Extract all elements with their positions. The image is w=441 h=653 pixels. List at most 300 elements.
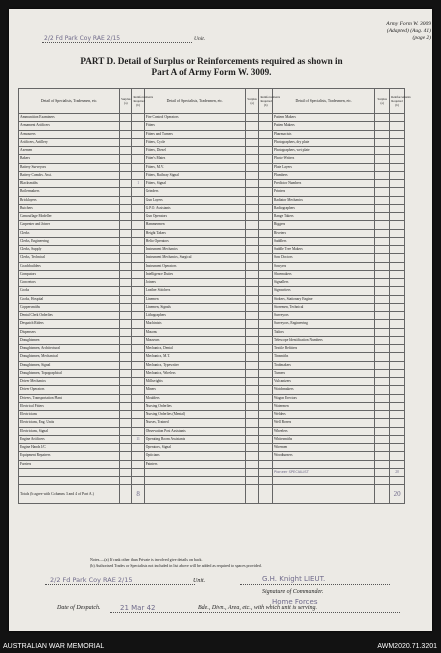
table-row [19, 122, 405, 130]
reinforcement-cell [259, 138, 273, 146]
reinforcement-cell [390, 254, 405, 262]
specialist-name: Intelligence Duties [144, 270, 245, 278]
reinforcement-cell [390, 369, 405, 377]
surplus-cell [120, 196, 132, 204]
specialist-name: Despatch Riders [19, 320, 120, 328]
surplus-cell [375, 419, 390, 427]
table-row [19, 312, 405, 320]
surplus-cell [120, 419, 132, 427]
surplus-cell [245, 246, 259, 254]
specialist-name: Draughtsmen, Topographical [19, 369, 120, 377]
surplus-cell [245, 171, 259, 179]
specialist-name: Photographers, dry plate [273, 138, 375, 146]
reinforcement-cell [259, 254, 273, 262]
reinforcement-cell [259, 213, 273, 221]
specialist-name: Blacksmiths [19, 180, 120, 188]
specialist-name: Photo-Writers [273, 155, 375, 163]
reinforcement-cell [259, 180, 273, 188]
table-row [19, 460, 405, 468]
surplus-total [245, 485, 259, 504]
reinforcement-cell [390, 295, 405, 303]
specialist-name: Vulcanizers [273, 378, 375, 386]
surplus-cell [120, 246, 132, 254]
surplus-cell [120, 435, 132, 443]
specialist-name: Telescope Identification Numbers [273, 336, 375, 344]
surplus-cell [375, 180, 390, 188]
table-row [19, 353, 405, 361]
specialist-name: Bricklayers [19, 196, 120, 204]
specialist-name: Tinsmiths [273, 353, 375, 361]
specialist-name: Cooks, Hospital [19, 295, 120, 303]
specialist-name: Fire Control Operators [144, 114, 245, 122]
specialist-name: Gun Operators [144, 213, 245, 221]
reinforcement-cell [390, 114, 405, 122]
table-row [19, 369, 405, 377]
table-row [19, 204, 405, 212]
surplus-cell [245, 204, 259, 212]
specialist-name: Linemen, Signals [144, 303, 245, 311]
table-row [19, 336, 405, 344]
specialist-name: Painters [144, 460, 245, 468]
col1-surplus-header: Surplus (a) [120, 89, 132, 114]
surplus-cell [375, 279, 390, 287]
reinforcement-cell [390, 130, 405, 138]
reinforcement-cell [132, 163, 144, 171]
reinforcement-cell [259, 444, 273, 452]
specialist-name: Printers [273, 188, 375, 196]
surplus-cell [375, 254, 390, 262]
specialist-name: Dental Clerk Orderlies [19, 312, 120, 320]
surplus-cell [245, 221, 259, 229]
reinforcement-cell [390, 204, 405, 212]
reinforcement-cell [132, 386, 144, 394]
reinf-total-col1: 8 [132, 485, 144, 504]
specialist-name: Ammunition Examiners [19, 114, 120, 122]
table-row [19, 130, 405, 138]
specialist-name: Fitters, Railway Signal [144, 171, 245, 179]
specialist-name: Masseurs [144, 336, 245, 344]
col3-header: Detail of Specialists, Tradesmen, etc. [273, 89, 375, 114]
unit-sign-line [45, 584, 195, 585]
specialist-name: Storemen, Technical [273, 303, 375, 311]
specialist-name: Pioneer SPECIALIST [273, 468, 375, 476]
signature-label: Signature of Commander. [262, 589, 324, 595]
specialist-name: Electricians, Eng. Units [19, 419, 120, 427]
surplus-cell [120, 303, 132, 311]
surplus-cell [120, 229, 132, 237]
surplus-cell [245, 394, 259, 402]
specialist-name: Computors [19, 270, 120, 278]
reinforcement-cell [390, 279, 405, 287]
reinforcement-cell [390, 237, 405, 245]
surplus-cell [120, 411, 132, 419]
reinforcement-cell [390, 477, 405, 485]
surplus-cell [120, 444, 132, 452]
specialist-name: Battery Surveyors [19, 163, 120, 171]
reinforcement-cell: 11 [132, 435, 144, 443]
specialist-name: Coachbuilders [19, 262, 120, 270]
specialist-name: Saddlers [273, 237, 375, 245]
surplus-cell [375, 237, 390, 245]
table-header-row [19, 89, 405, 114]
specialist-name: Camouflage Modeller [19, 213, 120, 221]
surplus-cell [245, 213, 259, 221]
reinforcement-cell [132, 287, 144, 295]
specialist-name: Equipment Repairers [19, 452, 120, 460]
surplus-cell [245, 444, 259, 452]
surplus-cell [120, 477, 132, 485]
specialist-name: Fitters [144, 122, 245, 130]
reinforcement-cell [390, 419, 405, 427]
surplus-cell [120, 328, 132, 336]
surplus-cell [245, 114, 259, 122]
specialist-name: Driver Operators [19, 386, 120, 394]
part-title-line2: Part A of Army Form W. 3009. [151, 67, 272, 78]
specialist-name: Instrument Mechanics [144, 246, 245, 254]
specialist-name: Leather Stitchers [144, 287, 245, 295]
reinforcement-cell [390, 320, 405, 328]
col1-reinf-header: Reinforcements Required (b) [132, 89, 144, 114]
reinforcement-cell [259, 402, 273, 410]
specialist-name: Dispensers [19, 328, 120, 336]
reinforcement-cell [390, 221, 405, 229]
surplus-cell [245, 188, 259, 196]
reinforcement-cell [259, 171, 273, 179]
form-reference [386, 21, 431, 42]
reinforcement-cell [259, 460, 273, 468]
specialist-name [144, 468, 245, 476]
surplus-cell [120, 361, 132, 369]
specialist-name: Observation Post Assistants [144, 427, 245, 435]
specialist-name: Fitters, Signal [144, 180, 245, 188]
specialist-name: Well Borers [273, 419, 375, 427]
surplus-cell [245, 279, 259, 287]
surplus-cell [120, 336, 132, 344]
surplus-cell [120, 262, 132, 270]
reinforcement-cell [390, 328, 405, 336]
surplus-cell [375, 386, 390, 394]
reinforcement-cell [259, 361, 273, 369]
reinforcement-cell [259, 114, 273, 122]
reinforcement-cell [390, 345, 405, 353]
surplus-cell [375, 378, 390, 386]
specialist-name: Operating Room Assistants [144, 435, 245, 443]
surplus-cell [245, 435, 259, 443]
col3-surplus-header: Surplus (a) [375, 89, 390, 114]
surplus-cell [120, 312, 132, 320]
table-row [19, 361, 405, 369]
specialist-name [19, 468, 120, 476]
specialist-name: Riveters [273, 229, 375, 237]
surplus-cell [120, 287, 132, 295]
reinforcement-cell [132, 147, 144, 155]
reinforcement-cell [259, 452, 273, 460]
surplus-cell [120, 386, 132, 394]
specialist-name: Grinders [144, 188, 245, 196]
specialist-name: Height Takers [144, 229, 245, 237]
surplus-cell [245, 378, 259, 386]
reinforcement-cell [390, 386, 405, 394]
surplus-cell [375, 427, 390, 435]
reinforcement-cell [390, 303, 405, 311]
surplus-cell [245, 147, 259, 155]
specialist-name: Draughtsmen [19, 336, 120, 344]
specialist-name: Electricians [19, 411, 120, 419]
surplus-cell [245, 287, 259, 295]
surplus-cell [375, 353, 390, 361]
specialist-name [144, 477, 245, 485]
specialist-name: Plumbers [273, 171, 375, 179]
surplus-cell [120, 130, 132, 138]
form-notes [90, 557, 262, 568]
specialist-name: Instrument Operators [144, 262, 245, 270]
surplus-cell [120, 221, 132, 229]
reinforcement-cell [390, 312, 405, 320]
surplus-cell [245, 402, 259, 410]
surplus-cell [375, 336, 390, 344]
reinforcement-cell [132, 411, 144, 419]
reinforcement-cell [390, 336, 405, 344]
surplus-cell [375, 122, 390, 130]
reinforcement-cell [390, 353, 405, 361]
surplus-cell [375, 312, 390, 320]
surplus-cell [245, 229, 259, 237]
totals-blank [273, 485, 375, 504]
surplus-cell [375, 188, 390, 196]
surplus-cell [375, 163, 390, 171]
reinforcement-cell [259, 204, 273, 212]
reinforcement-cell [259, 196, 273, 204]
table-row [19, 180, 405, 188]
surplus-cell [375, 130, 390, 138]
reinforcement-cell [259, 468, 273, 476]
surplus-cell [245, 180, 259, 188]
reinforcement-cell [390, 435, 405, 443]
surplus-cell [120, 114, 132, 122]
table-row [19, 419, 405, 427]
part-title-line1: PART D. Detail of Surplus or Reinforcements required as shown in [80, 56, 343, 66]
reinforcement-cell [132, 312, 144, 320]
table-row [19, 386, 405, 394]
surplus-cell [120, 147, 132, 155]
surplus-cell [375, 155, 390, 163]
surplus-cell [245, 254, 259, 262]
surplus-cell [120, 171, 132, 179]
surplus-cell [375, 147, 390, 155]
reinforcement-cell [390, 147, 405, 155]
table-row [19, 287, 405, 295]
specialist-name: Butchers [19, 204, 120, 212]
form-adapted: (Adapted) (Aug. 41) [386, 27, 431, 34]
note-a: Notes.—(a) If rank other than Private is involved give details on back. [90, 557, 203, 562]
surplus-cell [120, 468, 132, 476]
specialist-name: Engine Artificers [19, 435, 120, 443]
surplus-cell [245, 328, 259, 336]
bde-handwritten: Home Forces [272, 598, 318, 606]
surplus-cell [120, 155, 132, 163]
reinforcement-cell [259, 386, 273, 394]
surplus-cell [375, 229, 390, 237]
table-row [19, 378, 405, 386]
table-row [19, 468, 405, 476]
surplus-cell [375, 328, 390, 336]
surplus-cell [120, 460, 132, 468]
surplus-cell [375, 138, 390, 146]
specialist-name: Joiners [144, 279, 245, 287]
reinforcement-cell [390, 361, 405, 369]
reinforcement-cell [132, 477, 144, 485]
surplus-cell [245, 138, 259, 146]
reinforcement-cell: 20 [390, 468, 405, 476]
surplus-cell [375, 295, 390, 303]
surplus-cell [375, 303, 390, 311]
specialist-name: Sawyers [273, 262, 375, 270]
surplus-cell [120, 213, 132, 221]
specialist-name: Saw Doctors [273, 254, 375, 262]
surplus-cell [120, 369, 132, 377]
specialist-name: Miners [144, 386, 245, 394]
table-row [19, 452, 405, 460]
col2-header: Detail of Specialists, Tradesmen, etc. [144, 89, 245, 114]
col2-surplus-header: Surplus (a) [245, 89, 259, 114]
specialist-name: Fitters, Diesel [144, 147, 245, 155]
reinforcement-cell [259, 122, 273, 130]
reinforcement-cell [132, 402, 144, 410]
reinforcement-cell [132, 394, 144, 402]
surplus-cell [375, 270, 390, 278]
reinforcement-cell [259, 369, 273, 377]
surplus-cell [245, 345, 259, 353]
surplus-cell [120, 279, 132, 287]
surplus-cell [245, 262, 259, 270]
specialist-name: Axemen [19, 147, 120, 155]
surplus-cell [245, 460, 259, 468]
table-row [19, 254, 405, 262]
specialist-name: Photographers, wet plate [273, 147, 375, 155]
surplus-cell [375, 411, 390, 419]
surplus-cell [375, 196, 390, 204]
specialist-name: Welders [273, 411, 375, 419]
surplus-total [375, 485, 390, 504]
reinforcement-cell [132, 213, 144, 221]
surplus-cell [120, 138, 132, 146]
reinforcement-cell [132, 270, 144, 278]
specialist-name: Battery Comdrs. Asst. [19, 171, 120, 179]
totals-label: Totals (b agree with Columns 3 and 4 of Part A.) [19, 485, 120, 504]
specialist-name: Opticians [144, 452, 245, 460]
surplus-cell [245, 452, 259, 460]
specialist-name: Predictor Numbers [273, 180, 375, 188]
table-row [19, 320, 405, 328]
surplus-cell [375, 320, 390, 328]
reinforcement-cell [259, 130, 273, 138]
reinforcement-cell [132, 378, 144, 386]
specialist-name: Mechanics, Wireless [144, 369, 245, 377]
surplus-cell [375, 477, 390, 485]
surplus-cell [375, 262, 390, 270]
surplus-total [120, 485, 132, 504]
table-row [19, 477, 405, 485]
reinforcement-cell [259, 353, 273, 361]
reinforcement-cell [259, 419, 273, 427]
specialist-name: Concretors [19, 279, 120, 287]
reinf-total-col2 [259, 485, 273, 504]
reinforcement-cell [132, 345, 144, 353]
surplus-cell [245, 468, 259, 476]
surplus-cell [245, 353, 259, 361]
specialist-name: Stokers, Stationary Engine [273, 295, 375, 303]
reinforcement-cell [259, 435, 273, 443]
reinforcement-cell [132, 122, 144, 130]
specialist-name: Draughtsmen, Mechanical [19, 353, 120, 361]
reinforcement-cell [259, 237, 273, 245]
reinforcement-cell [132, 452, 144, 460]
specialist-name: Wagon Erectors [273, 394, 375, 402]
table-row [19, 213, 405, 221]
reinforcement-cell [390, 122, 405, 130]
reinforcement-cell [132, 246, 144, 254]
surplus-cell [245, 303, 259, 311]
specialist-name: Artificers, Artillery [19, 138, 120, 146]
specialist-name: Nursing Orderlies (Mental) [144, 411, 245, 419]
reinforcement-cell [390, 444, 405, 452]
reinforcement-cell [390, 287, 405, 295]
reinforcement-cell [390, 262, 405, 270]
surplus-cell [120, 378, 132, 386]
reinforcement-cell: 1 [132, 180, 144, 188]
reinforcement-cell [132, 460, 144, 468]
specialists-table [18, 88, 411, 504]
specialist-name: Clerks, Supply [19, 246, 120, 254]
reinforcement-cell [132, 444, 144, 452]
specialist-name: G.P.O. Assistants [144, 204, 245, 212]
surplus-cell [120, 452, 132, 460]
surplus-cell [245, 155, 259, 163]
surplus-cell [120, 204, 132, 212]
specialist-name: Bakers [19, 155, 120, 163]
specialist-name [273, 460, 375, 468]
specialist-name: Armament Artificers [19, 122, 120, 130]
specialist-name: Nurses, Trained [144, 419, 245, 427]
reinforcement-cell [132, 114, 144, 122]
surplus-cell [245, 163, 259, 171]
table-row [19, 246, 405, 254]
reinforcement-cell [259, 279, 273, 287]
specialist-name: Mechanics, M.T. [144, 353, 245, 361]
specialist-name: Nursing Orderlies [144, 402, 245, 410]
table-row [19, 147, 405, 155]
reinforcement-cell [132, 221, 144, 229]
surplus-cell [120, 353, 132, 361]
surplus-cell [120, 188, 132, 196]
reinforcement-cell [259, 312, 273, 320]
reinforcement-cell [132, 204, 144, 212]
specialist-name: Cooks [19, 287, 120, 295]
specialist-name: Driver Mechanics [19, 378, 120, 386]
reinforcement-cell [390, 452, 405, 460]
surplus-cell [245, 386, 259, 394]
reinforcement-cell [390, 246, 405, 254]
reinforcement-cell [132, 427, 144, 435]
reinforcement-cell [132, 229, 144, 237]
surplus-cell [245, 312, 259, 320]
reinforcement-cell [259, 221, 273, 229]
reinforcement-cell [390, 427, 405, 435]
specialist-name: Armourers [19, 130, 120, 138]
specialist-name: Fitters, Cycle [144, 138, 245, 146]
surplus-cell [120, 122, 132, 130]
surplus-cell [120, 320, 132, 328]
